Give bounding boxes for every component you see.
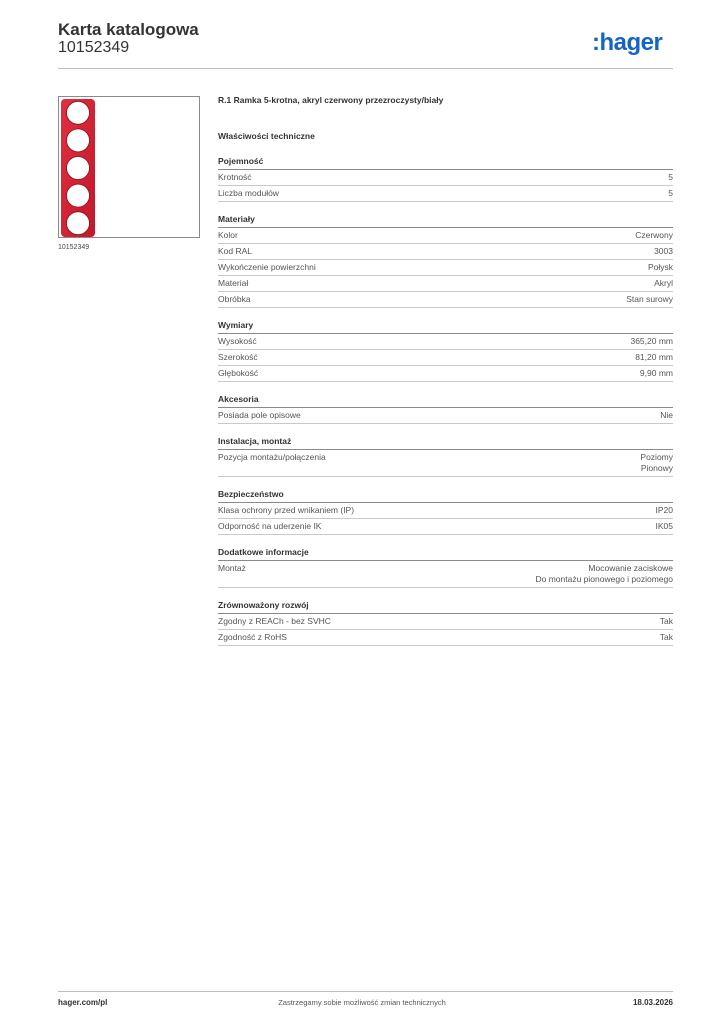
spec-row [218,366,673,382]
spec-value-line: Poziomy [640,452,673,462]
spec-value-line: Stan surowy [626,294,673,304]
spec-label: Szerokość [218,352,258,362]
spec-row [218,519,673,535]
svg-text::hager: :hager [592,29,663,56]
spec-value-line: Nie [660,410,673,420]
spec-row [218,614,673,630]
spec-label: Kod RAL [218,246,253,256]
spec-value [535,563,673,585]
spec-value-line: IK05 [655,521,673,531]
spec-section [218,320,673,382]
spec-value [668,172,673,183]
spec-value-line: Połysk [647,262,673,272]
spec-row [218,260,673,276]
footer-website[interactable]: hager.com/pl [58,998,108,1007]
spec-section [218,436,673,477]
spec-value-line: 9,90 mm [639,368,673,378]
spec-label: Liczba modułów [218,188,279,198]
spec-value-line: Tak [659,616,673,626]
frame-opening [67,184,90,207]
frame-opening [67,101,90,124]
spec-row [218,276,673,292]
spec-sections [218,156,673,646]
spec-section [218,156,673,202]
spec-section [218,489,673,535]
spec-value-line: 3003 [654,246,673,256]
product-description: R.1 Ramka 5-krotna, akryl czerwony przezroczysty/biały [218,95,444,105]
header-divider [58,68,673,69]
spec-row [218,503,673,519]
spec-row [218,244,673,260]
spec-label: Odporność na uderzenie IK [218,521,322,531]
spec-label: Kolor [218,230,238,240]
spec-label: Krotność [218,172,252,182]
spec-label: Wysokość [218,336,257,346]
section-title: Akcesoria [218,394,673,408]
spec-value-line: Pionowy [640,463,673,473]
spec-row [218,334,673,350]
spec-value-line: Tak [659,632,673,642]
catalog-number: 10152349 [58,39,130,56]
spec-label: Pozycja montażu/połączenia [218,452,326,462]
section-title: Dodatkowe informacje [218,547,673,561]
spec-value-line: Akryl [654,278,673,288]
spec-label: Klasa ochrony przed wnikaniem (IP) [218,505,355,515]
spec-value [635,230,673,241]
frame-opening [67,212,90,235]
frame-opening [67,129,90,152]
frame-opening [67,157,90,180]
tech-properties-heading: Właściwości techniczne [218,131,315,141]
spec-value-line: 81,20 mm [635,352,673,362]
spec-value [640,368,673,379]
spec-row [218,630,673,646]
spec-label: Głębokość [218,368,259,378]
spec-row [218,408,673,424]
spec-row [218,170,673,186]
spec-section [218,214,673,308]
spec-row [218,228,673,244]
footer-divider [58,991,673,992]
spec-label: Zgodność z RoHS [218,632,287,642]
spec-value [660,632,673,643]
spec-row [218,186,673,202]
spec-value-line: 5 [668,188,673,198]
spec-value [660,410,673,421]
spec-value [656,505,674,516]
spec-label: Zgodny z REACh - bez SVHC [218,616,331,626]
section-title: Instalacja, montaż [218,436,673,450]
spec-section [218,394,673,424]
spec-value-line: Czerwony [635,230,673,240]
spec-label: Materiał [218,278,249,288]
footer-disclaimer: Zastrzegamy sobie możliwość zmian technicznych [278,998,446,1007]
spec-value [648,262,673,273]
spec-row [218,350,673,366]
section-title: Pojemność [218,156,673,170]
section-title: Materiały [218,214,673,228]
section-title: Zrównoważony rozwój [218,600,673,614]
spec-content [218,95,673,646]
section-title: Wymiary [218,320,673,334]
product-image-caption: 10152349 [58,244,90,251]
spec-value [660,616,673,627]
page-title: Karta katalogowa [58,20,199,39]
product-image [60,99,96,237]
spec-section [218,600,673,646]
spec-label: Obróbka [218,294,251,304]
spec-value [654,278,673,289]
spec-value [656,521,674,532]
spec-value [668,188,673,199]
spec-label: Posiada pole opisowe [218,410,301,420]
spec-value-line: IP20 [655,505,673,515]
spec-row [218,450,673,477]
spec-value-line: Mocowanie zaciskowe [588,563,673,573]
section-title: Bezpieczeństwo [218,489,673,503]
spec-value-line: 365,20 mm [630,336,673,346]
footer-date: 18.03.2026 [632,998,673,1007]
spec-label: Montaż [218,563,246,573]
hager-logo [592,28,674,56]
spec-row [218,561,673,588]
spec-label: Wykończenie powierzchni [218,262,316,272]
spec-value [640,452,673,474]
spec-value [635,352,673,363]
spec-value-line: 5 [668,172,673,182]
spec-value [654,246,673,257]
spec-value-line: Do montażu pionowego i poziomego [535,574,673,584]
spec-value [630,336,673,347]
spec-row [218,292,673,308]
spec-value [626,294,673,305]
spec-section [218,547,673,588]
